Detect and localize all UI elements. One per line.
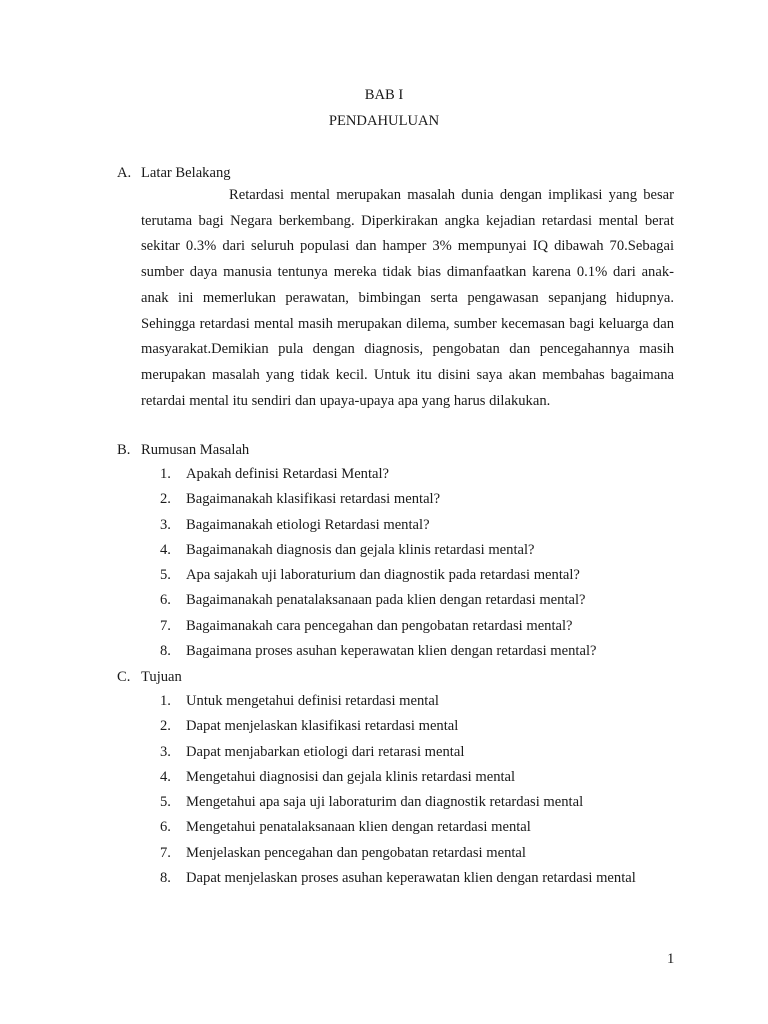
list-item-number: 5. [160, 567, 171, 584]
list-item-number: 4. [160, 541, 171, 558]
list-item-text: Bagaimanakah cara pencegahan dan pengobatan retardasi mental? [186, 617, 573, 634]
section-c-letter: C. [117, 669, 131, 685]
list-item-text: Apa sajakah uji laboraturium dan diagnostik pada retardasi mental? [186, 567, 580, 584]
list-item-text: Apakah definisi Retardasi Mental? [186, 466, 390, 482]
list-item-number: 7. [160, 844, 171, 861]
section-a-title: Latar Belakang [141, 165, 231, 181]
list-item-text: Menjelaskan pencegahan dan pengobatan retardasi mental [186, 844, 526, 861]
section-b-letter: B. [117, 442, 131, 458]
list-item-text: Dapat menjelaskan klasifikasi retardasi mental [186, 718, 459, 735]
list-item-number: 6. [160, 592, 171, 609]
list-item-text: Mengetahui penatalaksanaan klien dengan retardasi mental [186, 819, 531, 836]
list-item-number: 2. [160, 718, 171, 735]
list-item-number: 3. [160, 516, 171, 533]
list-item-text: Bagaimanakah klasifikasi retardasi mental? [186, 491, 441, 508]
section-a-paragraph: Retardasi mental merupakan masalah dunia dengan implikasi yang besar terutama bagi Negara berkembang. Diperkirakan angka kejadian retardasi mental berat sekitar 0.3% dari seluruh populasi dan hamper 3% mempunyai IQ dibawah 70.Sebagai sumber daya manusia tentunya mereka tidak bias dimanfaatkan karena 0.1% dari anak-anak ini memerlukan perawatan, bimbingan serta pengawasan sepanjang hidupnya. Sehingga retardasi mental masih merupakan dilema, sumber kecemasan bagi keluarga dan masyarakat.Demikian pula dengan diagnosis, pengobatan dan pencegahannya masih merupakan masalah yang tidak kecil. Untuk itu disini saya akan membahas bagaimana retardai mental itu sendiri dan upaya-upaya apa yang harus dilakukan. [141, 187, 674, 409]
chapter-subtitle: PENDAHULUAN [328, 113, 440, 129]
list-item-number: 6. [160, 819, 171, 836]
section-b-title: Rumusan Masalah [141, 442, 250, 458]
page-number: 1 [667, 951, 675, 967]
list-item-number: 8. [160, 870, 171, 887]
list-item-number: 8. [160, 643, 171, 660]
list-item-text: Dapat menjabarkan etiologi dari retarasi mental [186, 743, 465, 760]
section-c-title: Tujuan [141, 669, 182, 685]
section-a-letter: A. [117, 165, 132, 181]
list-item-text: Bagaimana proses asuhan keperawatan klien dengan retardasi mental? [186, 643, 597, 660]
list-item-text: Bagaimanakah penatalaksanaan pada klien dengan retardasi mental? [186, 592, 586, 609]
list-item-number: 7. [160, 617, 171, 634]
list-item-text: Mengetahui apa saja uji laboraturim dan diagnostik retardasi mental [186, 794, 584, 811]
list-item-number: 2. [160, 491, 171, 508]
chapter-title: BAB I [364, 87, 404, 103]
list-item-text: Bagaimanakah diagnosis dan gejala klinis retardasi mental? [186, 541, 535, 558]
list-item-number: 1. [160, 466, 171, 482]
list-item-text: Mengetahui diagnosisi dan gejala klinis retardasi mental [186, 768, 516, 785]
list-item-text: Bagaimanakah etiologi Retardasi mental? [186, 516, 430, 533]
list-item-number: 4. [160, 768, 171, 785]
list-item-number: 1. [160, 693, 171, 709]
list-item-number: 3. [160, 743, 171, 760]
list-item-text: Dapat menjelaskan proses asuhan keperawatan klien dengan retardasi mental [186, 870, 636, 887]
list-item-text: Untuk mengetahui definisi retardasi mental [186, 693, 439, 709]
list-item-number: 5. [160, 794, 171, 811]
